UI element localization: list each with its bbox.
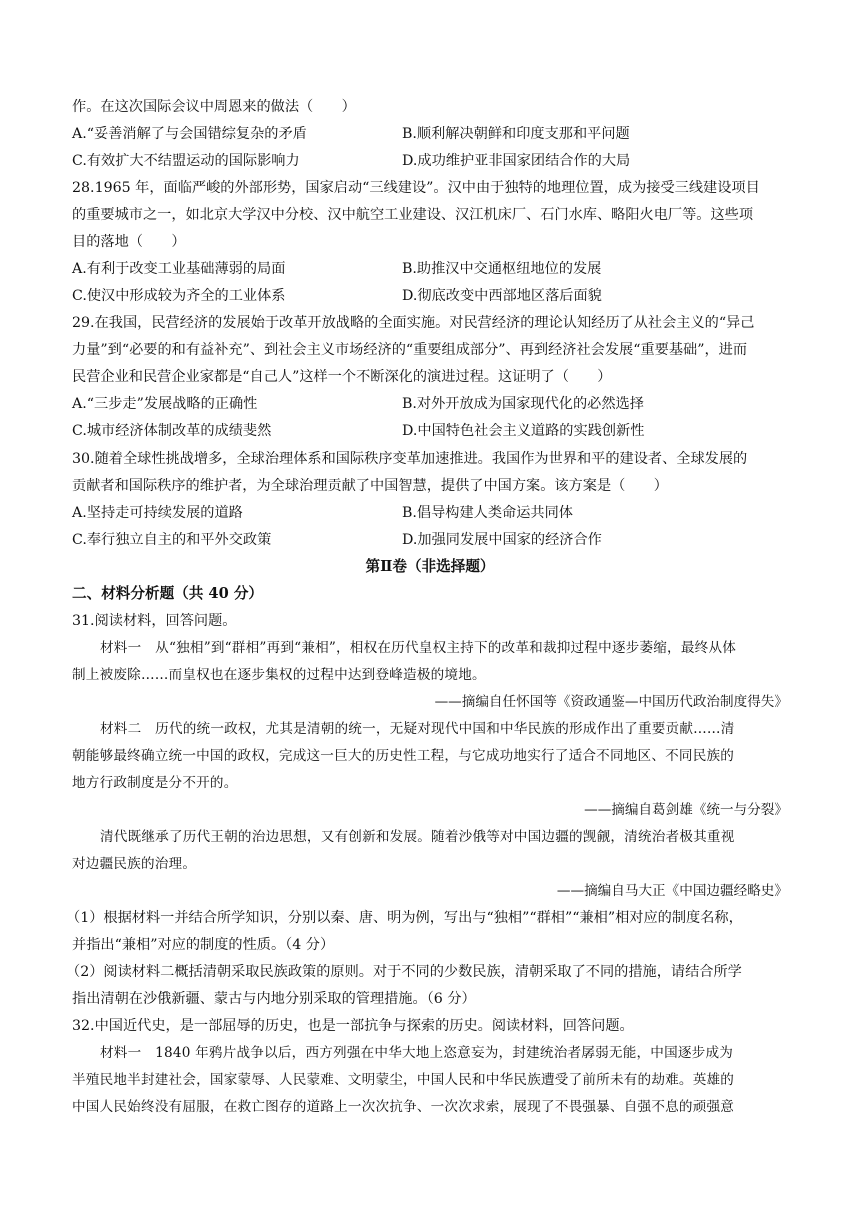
q30-stem-line-2: 贡献者和国际秩序的维护者，为全球治理贡献了中国智慧，提供了中国方案。该方案是（ ）: [72, 478, 668, 494]
q28-stem-line-3: 目的落地（ ）: [72, 234, 186, 250]
q30-option-a: A.坚持走可持续发展的道路: [72, 505, 243, 521]
q31-material-2-line-2: 朝能够最终确立统一中国的政权，完成这一巨大的历史性工程，与它成功地实行了适合不同地区、不同民族的: [72, 748, 735, 764]
q31-sub2-line-2: 指出清朝在沙俄新疆、蒙古与内地分别采取的管理措施。（6 分）: [72, 991, 476, 1007]
q28-option-c: C.使汉中形成较为齐全的工业体系: [72, 288, 286, 304]
q31-material-1-source: ——摘编自任怀国等《资政通鉴—中国历代政治制度得失》: [434, 694, 788, 710]
q31-material-2-line-1: 材料二 历代的统一政权，尤其是清朝的统一，无疑对现代中国和中华民族的形成作出了重要贡献……清: [100, 721, 735, 737]
q28-stem-line-2: 的重要城市之一，如北京大学汉中分校、汉中航空工业建设、汉江机床厂、石门水库、略阳火电厂等。这些项: [72, 207, 754, 223]
q31-material-1-line-1: 材料一 从“独相”到“群相”再到“兼相”，相权在历代皇权主持下的改革和裁抑过程中逐步萎缩，最终从体: [100, 640, 737, 656]
q30-option-c: C.奉行独立自主的和平外交政策: [72, 532, 272, 548]
q31-material-2-source: ——摘编自葛剑雄《统一与分裂》: [584, 802, 788, 818]
q29-option-d: D.中国特色社会主义道路的实践创新性: [402, 423, 645, 439]
q28-option-d: D.彻底改变中西部地区落后面貌: [402, 288, 602, 304]
q27-stem-continuation: 作。在这次国际会议中周恩来的做法（ ）: [72, 99, 356, 115]
q31-sub2-line-1: （2）阅读材料二概括清朝采取民族政策的原则。对于不同的少数民族，清朝采取了不同的措施，请结合所学: [66, 964, 742, 980]
q29-stem-line-2: 力量”到“必要的和有益补充”、到社会主义市场经济的“重要组成部分”、再到经济社会发展“重要基础”，进而: [72, 342, 748, 358]
q29-stem-line-3: 民营企业和民营企业家都是“自己人”这样一个不断深化的演进过程。这证明了（ ）: [72, 369, 612, 385]
q31-sub1-line-2: 并指出“兼相”对应的制度的性质。（4 分）: [72, 937, 335, 953]
q29-stem-line-1: 29.在我国，民营经济的发展始于改革开放战略的全面实施。对民营经济的理论认知经历了从社会主义的“异己: [72, 315, 755, 331]
q31-intro: 31.阅读材料，回答问题。: [72, 613, 237, 629]
section-two-heading: 二、材料分析题（共 40 分）: [72, 585, 264, 602]
q28-option-b: B.助推汉中交通枢纽地位的发展: [402, 261, 602, 277]
part-two-title: 第Ⅱ卷（非选择题）: [365, 558, 495, 575]
q31-material-3-line-2: 对边疆民族的治理。: [72, 856, 197, 872]
q31-sub1-line-1: （1）根据材料一并结合所学知识，分别以秦、唐、明为例，写出与“独相”“群相”“兼相”相对应的制度名称，: [66, 910, 743, 926]
q32-material-1-line-1: 材料一 1840 年鸦片战争以后，西方列强在中华大地上恣意妄为，封建统治者孱弱无能，中国逐步成为: [100, 1045, 734, 1061]
q31-material-2-line-3: 地方行政制度是分不开的。: [72, 775, 238, 791]
q27-option-b: B.顺利解决朝鲜和印度支那和平问题: [402, 126, 630, 142]
q28-stem-line-1: 28.1965 年，面临严峻的外部形势，国家启动“三线建设”。汉中由于独特的地理位置，成为接受三线建设项目: [72, 180, 760, 196]
q27-option-a: A.“妥善消解了与会国错综复杂的矛盾: [72, 126, 307, 142]
q31-material-3-source: ——摘编自马大正《中国边疆经略史》: [556, 883, 788, 899]
q32-material-1-line-2: 半殖民地半封建社会，国家蒙辱、人民蒙难、文明蒙尘，中国人民和中华民族遭受了前所未有的劫难。英雄的: [72, 1072, 735, 1088]
q29-option-b: B.对外开放成为国家现代化的必然选择: [402, 396, 644, 412]
q32-material-1-line-3: 中国人民始终没有屈服，在救亡图存的道路上一次次抗争、一次次求索，展现了不畏强暴、自强不息的顽强意: [72, 1099, 735, 1115]
q30-option-b: B.倡导构建人类命运共同体: [402, 505, 573, 521]
q31-material-3-line-1: 清代既继承了历代王朝的治边思想，又有创新和发展。随着沙俄等对中国边疆的觊觎，清统治者极其重视: [100, 829, 735, 845]
q28-option-a: A.有利于改变工业基础薄弱的局面: [72, 261, 286, 277]
q31-material-1-line-2: 制上被废除……而皇权也在逐步集权的过程中达到登峰造极的境地。: [72, 667, 486, 683]
q32-stem: 32.中国近代史，是一部屈辱的历史，也是一部抗争与探索的历史。阅读材料，回答问题。: [72, 1018, 634, 1034]
q30-stem-line-1: 30.随着全球性挑战增多，全球治理体系和国际秩序变革加速推进。我国作为世界和平的建设者、全球发展的: [72, 451, 748, 467]
q30-option-d: D.加强同发展中国家的经济合作: [402, 532, 602, 548]
q29-option-a: A.“三步走”发展战略的正确性: [72, 396, 258, 412]
q27-option-c: C.有效扩大不结盟运动的国际影响力: [72, 153, 300, 169]
q27-option-d: D.成功维护亚非国家团结合作的大局: [402, 153, 631, 169]
q29-option-c: C.城市经济体制改革的成绩斐然: [72, 423, 272, 439]
